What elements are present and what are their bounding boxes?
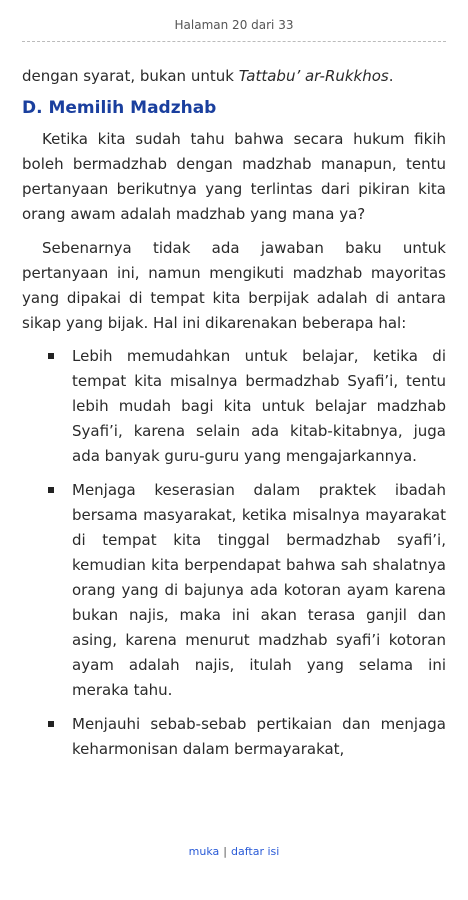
intro-suffix: . bbox=[388, 67, 394, 85]
list-item-text: Menjaga keserasian dalam praktek ibadah bersama masyarakat, ketika misalnya mayarakat di tempat kita tinggal bermadzhab syafi’i, kemudian kita berpendapat bahwa sah shalatnya orang yang di bajunya ada kotoran ayam karena bukan najis, maka ini akan terasa ganjil dan asing, karena menurut madzhab syafi’i kotoran ayam adalah najis, itulah yang selama ini meraka tahu. bbox=[72, 481, 446, 699]
table-of-contents-link[interactable]: daftar isi bbox=[231, 845, 280, 858]
list-item bbox=[22, 478, 446, 703]
document-body bbox=[22, 64, 446, 771]
paragraph-1: Ketika kita sudah tahu bahwa secara hukum fikih boleh bermadzhab dengan madzhab manapun, tentu pertanyaan berikutnya yang terlintas dari pikiran kita orang awam adalah madzhab yang mana ya? bbox=[22, 130, 446, 223]
paragraph-2: Sebenarnya tidak ada jawaban baku untuk pertanyaan ini, namun mengikuti madzhab mayoritas yang dipakai di tempat kita berpijak adalah di antara sikap yang bijak. Hal ini dikarenakan beberapa hal: bbox=[22, 239, 446, 332]
reasons-list bbox=[22, 344, 446, 762]
list-item-text: Lebih memudahkan untuk belajar, ketika di tempat kita misalnya bermadzhab Syafi’i, tentu lebih mudah bagi kita untuk belajar madzhab Syafi’i, karena selain ada kitab-kitabnya, juga ada banyak guru-guru yang mengajarkannya. bbox=[72, 347, 446, 465]
bullet-icon bbox=[48, 353, 54, 359]
footer-separator: | bbox=[223, 845, 227, 858]
intro-line bbox=[22, 64, 446, 89]
home-link[interactable]: muka bbox=[188, 845, 220, 858]
header-divider bbox=[22, 41, 446, 42]
list-item bbox=[22, 712, 446, 762]
section-heading: D. Memilih Madzhab bbox=[22, 98, 217, 118]
footer-nav bbox=[0, 845, 468, 858]
intro-italic-term: Tattabu’ ar-Rukkhos bbox=[238, 67, 389, 85]
page-indicator: Halaman 20 dari 33 bbox=[174, 18, 294, 32]
intro-prefix: dengan syarat, bukan untuk bbox=[22, 67, 239, 85]
bullet-icon bbox=[48, 487, 54, 493]
bullet-icon bbox=[48, 721, 54, 727]
list-item bbox=[22, 344, 446, 469]
list-item-text: Menjauhi sebab-sebab pertikaian dan menjaga keharmonisan dalam bermayarakat, bbox=[72, 715, 446, 758]
